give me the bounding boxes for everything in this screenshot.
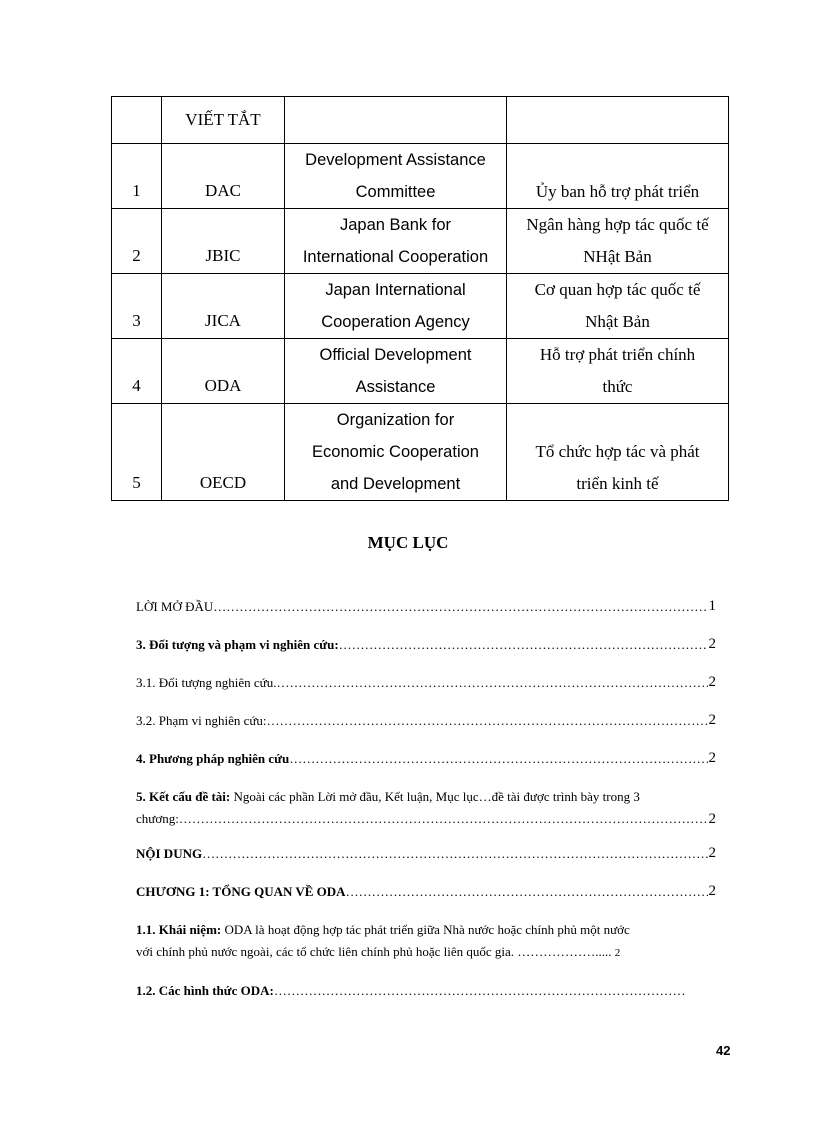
toc-entry[interactable] (136, 983, 688, 999)
toc-entry-label: 1.2. Các hình thức ODA: (136, 983, 274, 998)
toc-entry-label: NỘI DUNG (136, 846, 203, 861)
toc-entry-page: 2 (708, 845, 716, 861)
row-english (285, 274, 507, 339)
row-number: 3 (112, 274, 162, 339)
toc-entry-page: 2 (614, 947, 621, 959)
toc-entry[interactable] (136, 712, 716, 729)
abbreviation-table (111, 96, 729, 501)
toc-entry-label: CHƯƠNG 1: TỔNG QUAN VỀ ODA (136, 884, 346, 899)
toc-entry[interactable] (136, 598, 716, 615)
en-line: Assistance (355, 378, 436, 396)
toc-leader (274, 983, 687, 999)
toc-leader (179, 808, 708, 830)
toc-entry-page: 2 (708, 750, 716, 766)
en-line: Development Assistance (305, 151, 486, 169)
table-row (112, 339, 729, 404)
en-line: Cooperation Agency (321, 313, 470, 331)
row-number: 2 (112, 209, 162, 274)
row-abbreviation: OECD (162, 404, 285, 501)
toc-entry[interactable] (136, 786, 716, 830)
en-line: Japan International (325, 281, 466, 299)
table-row (112, 144, 729, 209)
toc-leader (289, 751, 707, 767)
en-line: Japan Bank for (340, 216, 451, 234)
toc-entry[interactable] (136, 750, 716, 767)
toc-leader (346, 884, 708, 900)
row-abbreviation: JICA (162, 274, 285, 339)
row-number: 1 (112, 144, 162, 209)
toc-entry[interactable] (136, 883, 716, 900)
toc-leader (276, 675, 707, 691)
vi-line: Ủy ban hỗ trợ phát triển (535, 182, 700, 201)
toc-entry-page: 2 (708, 811, 716, 827)
toc-entry-page: 2 (708, 674, 716, 690)
vi-line: thức (602, 377, 633, 396)
vi-line: triển kinh tế (576, 474, 659, 493)
toc-entry-label: LỜI MỞ ĐẦU (136, 599, 214, 614)
row-vietnamese (507, 339, 729, 404)
toc-entry-label-bold: 1.1. Khái niệm: (136, 922, 222, 937)
vi-line: Tổ chức hợp tác và phát (535, 442, 700, 461)
page-number: 42 (716, 1043, 731, 1058)
table-header-row (112, 97, 729, 144)
en-line: Economic Cooperation (312, 443, 479, 461)
row-abbreviation: ODA (162, 339, 285, 404)
row-english (285, 404, 507, 501)
toc-entry[interactable] (136, 845, 716, 862)
toc-entry[interactable] (136, 919, 716, 964)
vi-line: Nhật Bản (585, 312, 650, 331)
toc-entry-label-bold: 5. Kết cấu đề tài: (136, 789, 231, 804)
vi-line: Cơ quan hợp tác quốc tế (534, 280, 701, 299)
toc-title: MỤC LỤC (367, 533, 449, 552)
header-en (285, 97, 507, 144)
toc-entry-label: 3.2. Phạm vi nghiên cứu: (136, 713, 267, 728)
row-english (285, 144, 507, 209)
toc-entry-label-line2: chương: (136, 811, 179, 826)
toc-entry-label: 4. Phương pháp nghiên cứu (136, 751, 290, 766)
row-english (285, 209, 507, 274)
en-line: Official Development (319, 346, 472, 364)
toc-entry-label: 3.1. Đối tượng nghiên cứu. (136, 675, 277, 690)
row-vietnamese (507, 209, 729, 274)
toc-entry-page: 2 (708, 712, 716, 728)
toc-entry-label: 3. Đối tượng và phạm vi nghiên cứu: (136, 637, 339, 652)
row-english (285, 339, 507, 404)
table-row (112, 274, 729, 339)
toc-leader (213, 599, 707, 615)
toc-leader (202, 846, 707, 862)
row-abbreviation: DAC (162, 144, 285, 209)
row-vietnamese (507, 274, 729, 339)
toc-entry-label-rest: ODA là hoạt động hợp tác phát triển giữa Nhà nước hoặc chính phủ một nước (221, 922, 630, 937)
en-line: and Development (330, 475, 461, 493)
toc-leader (339, 637, 708, 653)
header-vi (507, 97, 729, 144)
toc-entry-page: 2 (708, 883, 716, 899)
row-number: 4 (112, 339, 162, 404)
toc-entry-page: 1 (708, 598, 716, 614)
en-line: Organization for (336, 411, 455, 429)
row-abbreviation: JBIC (162, 209, 285, 274)
header-abbr: VIẾT TẮT (162, 97, 285, 144)
vi-line: Hỗ trợ phát triển chính (539, 345, 696, 364)
vi-line: NHật Bản (583, 247, 652, 266)
toc-leader (267, 713, 708, 729)
row-vietnamese (507, 144, 729, 209)
table-row (112, 404, 729, 501)
row-number: 5 (112, 404, 162, 501)
toc-entry-label-line2: với chính phủ nước ngoài, các tổ chức liên chính phủ hoặc liên quốc gia. ………………..... (136, 944, 612, 959)
toc-entry[interactable] (136, 674, 716, 691)
en-line: Committee (355, 183, 436, 201)
en-line: International Cooperation (302, 248, 489, 266)
row-vietnamese (507, 404, 729, 501)
toc-entry-label-rest: Ngoài các phần Lời mở đầu, Kết luận, Mục lục…đề tài được trình bày trong 3 (230, 789, 640, 804)
table-row (112, 209, 729, 274)
header-no (112, 97, 162, 144)
toc-entry[interactable] (136, 636, 716, 653)
toc-entry-page: 2 (708, 636, 716, 652)
vi-line: Ngân hàng hợp tác quốc tế (526, 215, 709, 234)
